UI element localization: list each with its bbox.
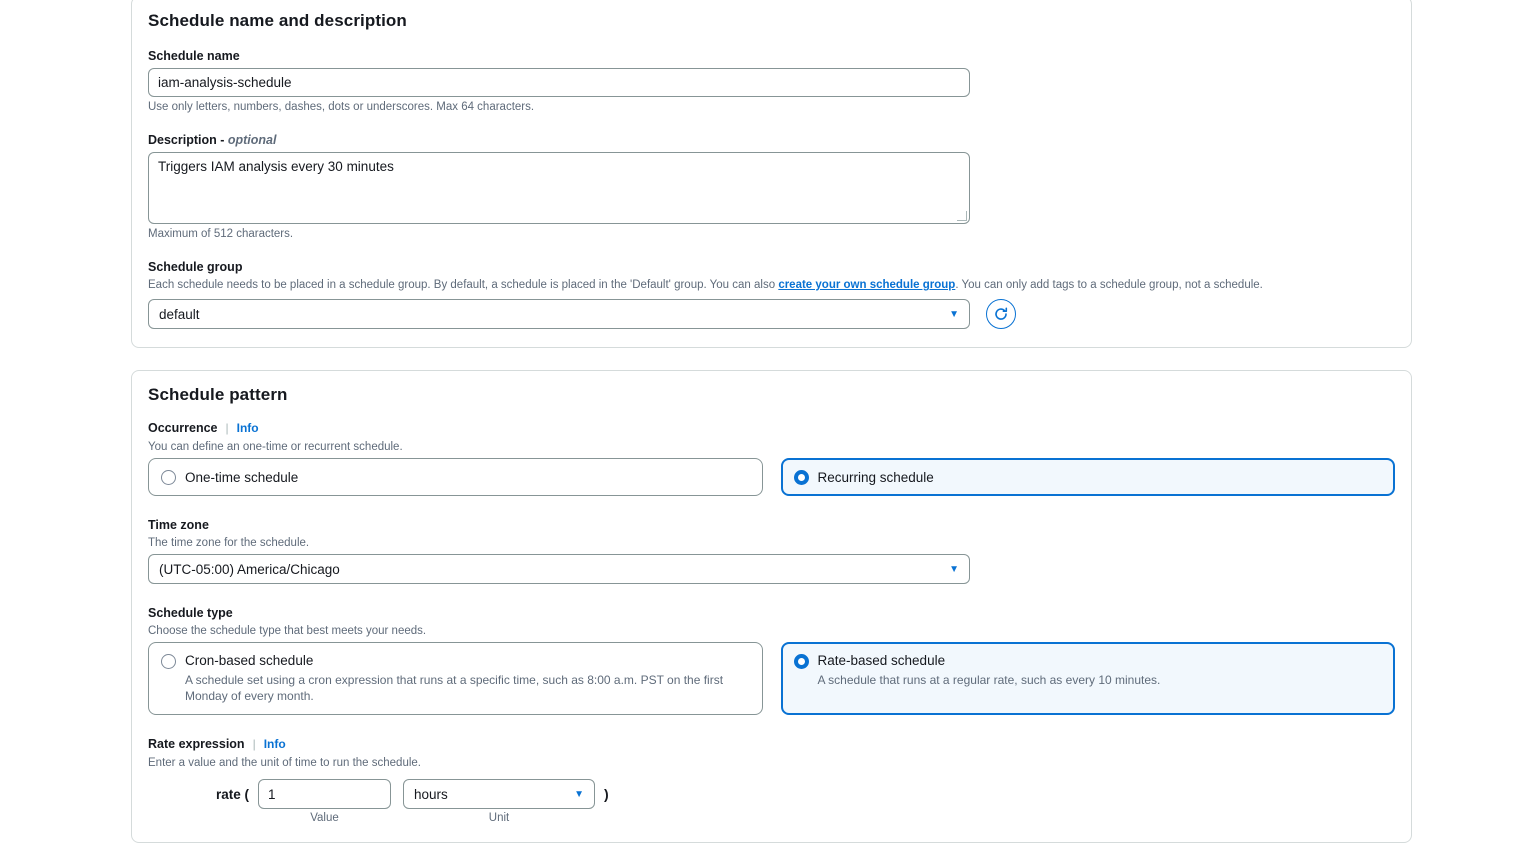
schedule-name-description-card [131, 0, 1412, 348]
schedule-group-select-value: default [159, 306, 200, 322]
chevron-down-icon: ▼ [949, 563, 959, 575]
schedule-group-select[interactable] [148, 299, 970, 329]
radio-icon-unselected[interactable] [161, 654, 176, 669]
time-zone-select-value: (UTC-05:00) America/Chicago [159, 561, 340, 577]
schedule-pattern-card [131, 370, 1412, 843]
rate-value-input[interactable]: 1 [258, 779, 391, 809]
schedule-type-option-rate-desc: A schedule that runs at a regular rate, such as every 10 minutes. [817, 673, 1161, 687]
rate-expression-label-row [148, 737, 1395, 756]
schedule-name-field-group [148, 49, 1395, 113]
occurrence-label-row [148, 421, 1395, 440]
schedule-name-hint: Use only letters, numbers, dashes, dots or underscores. Max 64 characters. [148, 101, 535, 113]
schedule-group-hint-before: Each schedule needs to be placed in a schedule group. By default, a schedule is placed in the 'Default' group. You can also [148, 279, 779, 291]
time-zone-hint: The time zone for the schedule. [148, 537, 310, 549]
description-field-group [148, 133, 1395, 240]
rate-unit-caption: Unit [488, 812, 510, 825]
schedule-type-radio-group [148, 642, 1395, 715]
occurrence-radio-group [148, 458, 1395, 496]
description-textarea[interactable] [148, 152, 970, 224]
label-divider: | [252, 737, 256, 752]
schedule-group-hint-after: . You can only add tags to a schedule group, not a schedule. [955, 279, 1263, 291]
create-schedule-group-link[interactable]: create your own schedule group [778, 279, 956, 291]
card-title-schedule-name: Schedule name and description [148, 11, 407, 30]
refresh-icon[interactable] [986, 299, 1016, 329]
card-title-schedule-pattern: Schedule pattern [148, 385, 288, 404]
occurrence-label: Occurrence [148, 421, 218, 435]
occurrence-hint: You can define an one-time or recurrent schedule. [148, 441, 403, 453]
schedule-group-row [148, 299, 1395, 329]
schedule-group-field-group [148, 260, 1395, 329]
chevron-down-icon: ▼ [574, 788, 584, 800]
schedule-type-option-rate-label: Rate-based schedule [817, 653, 946, 668]
radio-icon-selected[interactable] [794, 654, 809, 669]
rate-expression-hint: Enter a value and the unit of time to run the schedule. [148, 757, 421, 770]
schedule-type-field-group [148, 606, 1395, 715]
schedule-name-input[interactable]: iam-analysis-schedule [148, 68, 970, 97]
resize-handle-icon[interactable] [957, 211, 967, 221]
schedule-type-label: Schedule type [148, 606, 233, 620]
description-hint: Maximum of 512 characters. [148, 228, 294, 240]
rate-expression-info-link[interactable]: Info [263, 737, 286, 752]
rate-expression-captions [148, 812, 1395, 824]
description-textarea-value: Triggers IAM analysis every 30 minutes [158, 159, 394, 174]
rate-expression-field-group [148, 737, 1395, 824]
time-zone-label: Time zone [148, 518, 209, 532]
schedule-group-hint [148, 279, 1395, 291]
rate-unit-select-value: hours [414, 786, 448, 802]
time-zone-field-group [148, 518, 1395, 584]
schedule-group-label: Schedule group [148, 260, 243, 274]
rate-unit-select[interactable] [403, 779, 595, 809]
radio-icon-unselected[interactable] [161, 470, 176, 485]
radio-icon-selected[interactable] [794, 470, 809, 485]
rate-expression-prefix: rate ( [215, 786, 249, 802]
occurrence-option-recurring-label: Recurring schedule [817, 469, 934, 485]
description-label-text: Description - [148, 133, 228, 147]
occurrence-option-recurring[interactable] [781, 458, 1396, 496]
occurrence-option-one-time[interactable] [148, 458, 763, 496]
description-label [148, 133, 1395, 147]
schedule-type-option-cron[interactable] [148, 642, 763, 715]
schedule-name-label: Schedule name [148, 49, 240, 63]
rate-expression-label: Rate expression [148, 737, 245, 752]
description-label-optional: optional [227, 133, 277, 147]
schedule-type-option-cron-label: Cron-based schedule [185, 653, 314, 668]
schedule-type-option-cron-desc: A schedule set using a cron expression that runs at a specific time, such as 8:00 a.m. PST on the first Monday of every month. [185, 673, 724, 704]
rate-expression-suffix: ) [604, 786, 609, 803]
schedule-type-hint: Choose the schedule type that best meets your needs. [148, 625, 427, 637]
occurrence-info-link[interactable]: Info [236, 421, 259, 435]
occurrence-field-group [148, 421, 1395, 496]
rate-value-caption: Value [310, 812, 339, 825]
rate-expression-row [148, 779, 1395, 809]
label-divider: | [225, 421, 229, 435]
schedule-type-option-rate[interactable] [781, 642, 1396, 715]
time-zone-select[interactable] [148, 554, 970, 584]
chevron-down-icon: ▼ [949, 308, 959, 320]
occurrence-option-one-time-label: One-time schedule [185, 469, 299, 485]
